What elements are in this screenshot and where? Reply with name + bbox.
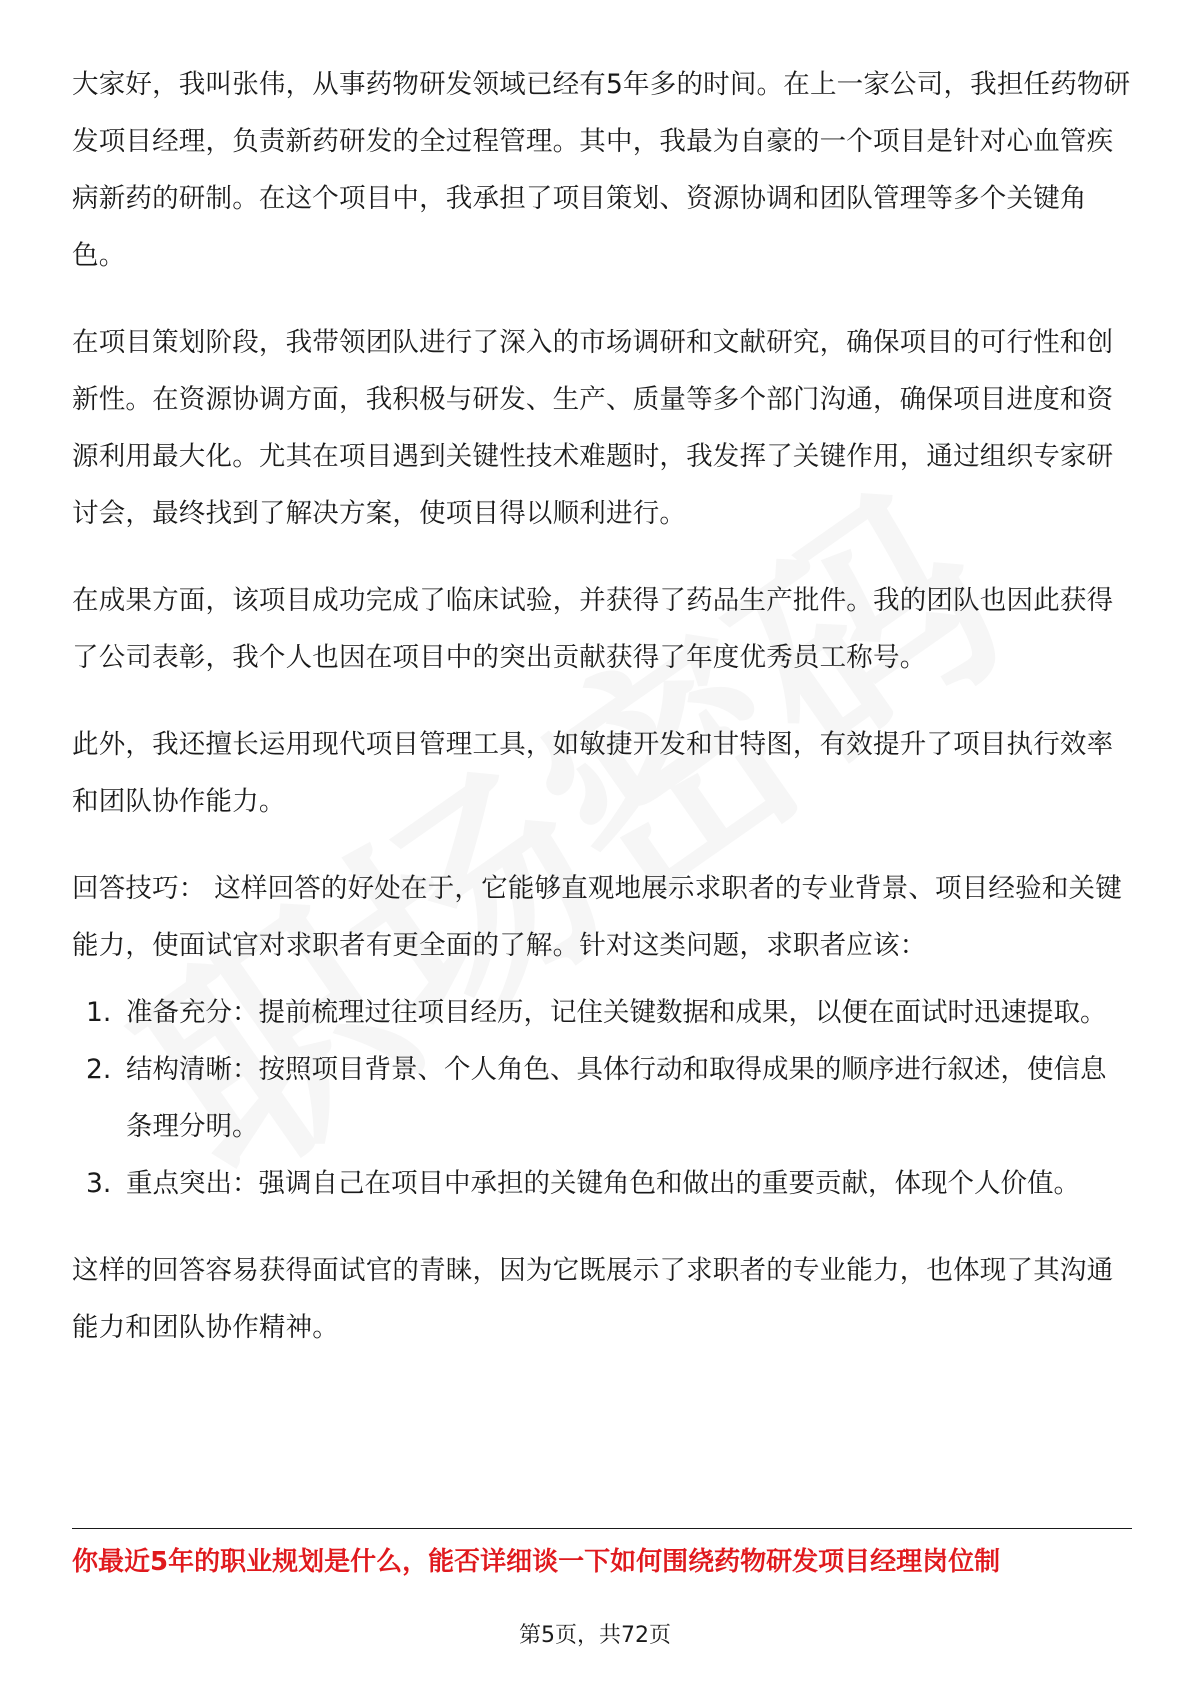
list-item bbox=[72, 1155, 1132, 1212]
answer-paragraph-intro: 大家好，我叫张伟，从事药物研发领域已经有5年多的时间。在上一家公司，我担任药物研发项目经理，负责新药研发的全过程管理。其中，我最为自豪的一个项目是针对心血管疾病新药的研制。在这个项目中，我承担了项目策划、资源协调和团队管理等多个关键角色。 bbox=[72, 69, 1131, 271]
answer-paragraph-planning: 在项目策划阶段，我带领团队进行了深入的市场调研和文献研究，确保项目的可行性和创新性。在资源协调方面，我积极与研发、生产、质量等多个部门沟通，确保项目进度和资源利用最大化。尤其在项目遇到关键性技术难题时，我发挥了关键作用，通过组织专家研讨会，最终找到了解决方案，使项目得以顺利进行。 bbox=[72, 327, 1114, 529]
page-footer: 第5页，共72页 bbox=[519, 1623, 671, 1648]
list-number: 2. bbox=[86, 1054, 112, 1085]
list-item-text: 重点突出：强调自己在项目中承担的关键角色和做出的重要贡献，体现个人价值。 bbox=[126, 1168, 1080, 1199]
tips-list bbox=[72, 984, 1132, 1212]
answer-tips-intro: 回答技巧： 这样回答的好处在于，它能够直观地展示求职者的专业背景、项目经验和关键能力，使面试官对求职者有更全面的了解。针对这类问题，求职者应该： bbox=[72, 873, 1122, 961]
section-divider bbox=[72, 1528, 1132, 1529]
conclusion-paragraph: 这样的回答容易获得面试官的青睐，因为它既展示了求职者的专业能力，也体现了其沟通能力和团队协作精神。 bbox=[72, 1255, 1114, 1343]
answer-content bbox=[72, 56, 1132, 1356]
list-number: 1. bbox=[86, 997, 112, 1028]
answer-paragraph-results: 在成果方面，该项目成功完成了临床试验，并获得了药品生产批件。我的团队也因此获得了公司表彰，我个人也因在项目中的突出贡献获得了年度优秀员工称号。 bbox=[72, 585, 1114, 673]
answer-paragraph-tools: 此外，我还擅长运用现代项目管理工具，如敏捷开发和甘特图，有效提升了项目执行效率和团队协作能力。 bbox=[72, 729, 1114, 817]
list-item-text: 结构清晰：按照项目背景、个人角色、具体行动和取得成果的顺序进行叙述，使信息条理分明。 bbox=[126, 1054, 1107, 1142]
list-item bbox=[72, 1041, 1132, 1155]
list-item-text: 准备充分：提前梳理过往项目经历，记住关键数据和成果，以便在面试时迅速提取。 bbox=[126, 997, 1107, 1028]
next-question-heading: 你最近5年的职业规划是什么，能否详细谈一下如何围绕药物研发项目经理岗位制 bbox=[72, 1547, 1001, 1577]
list-item bbox=[72, 984, 1132, 1041]
list-number: 3. bbox=[86, 1168, 112, 1199]
